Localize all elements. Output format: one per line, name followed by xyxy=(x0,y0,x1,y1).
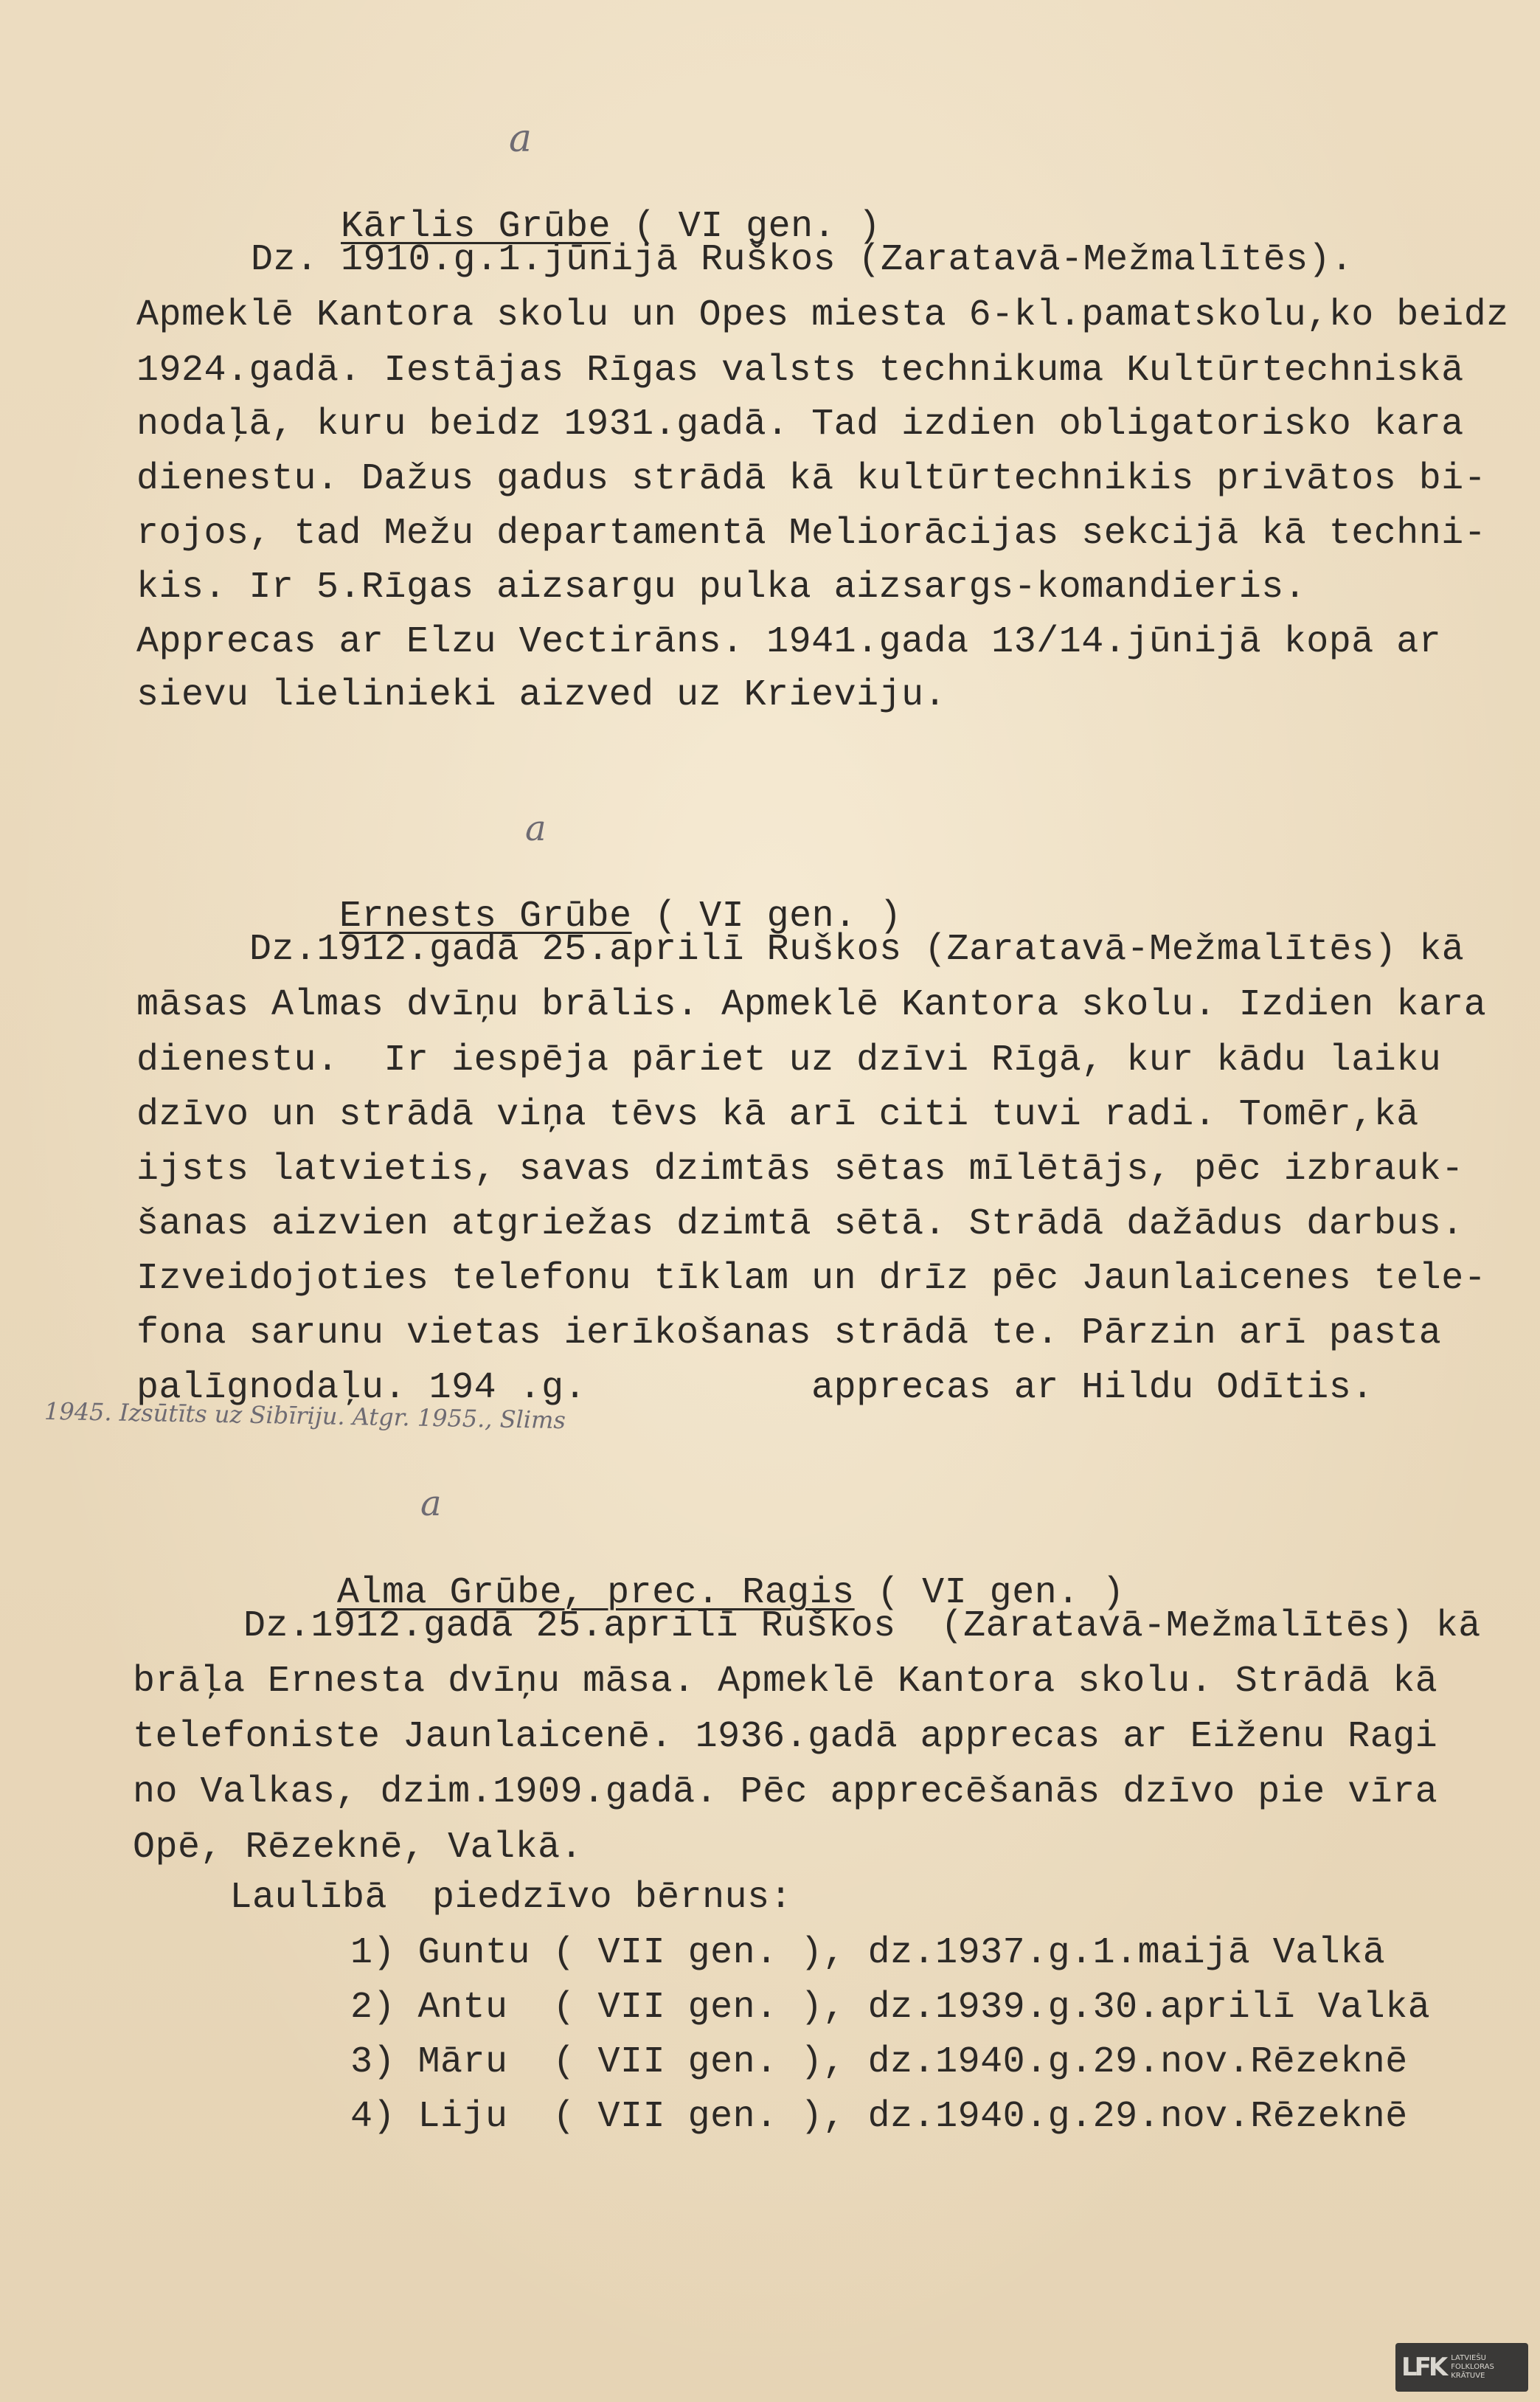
child-entry: 1) Guntu ( VII gen. ), dz.1937.g.1.maijā Valkā xyxy=(350,1932,1386,1974)
correction-mark: a xyxy=(509,117,533,161)
archive-logo xyxy=(1395,2343,1528,2392)
child-entry: 2) Antu ( VII gen. ), dz.1939.g.30.aprilī Valkā xyxy=(350,1987,1431,2029)
text-line: Dz.1912.gadā 25.aprilī Ruškos (Zaratavā-Mežmalītēs) kā xyxy=(249,929,1465,971)
text-line: Izveidojoties telefonu tīklam un drīz pēc Jaunlaicenes tele- xyxy=(136,1258,1487,1300)
correction-mark: a xyxy=(420,1483,442,1524)
generation-label: ( VI gen. ) xyxy=(854,1572,1125,1614)
person-name: Kārlis Grūbe xyxy=(341,206,611,248)
child-entry: 3) Māru ( VII gen. ), dz.1940.g.29.nov.Rēzeknē xyxy=(350,2041,1408,2083)
text-line: Apprecas ar Elzu Vectirāns. 1941.gada 13/14.jūnijā kopā ar xyxy=(136,621,1442,663)
generation-label: ( VI gen. ) xyxy=(611,206,881,248)
text-line: Dz. 1910.g.1.jūnijā Ruškos (Zaratavā-Mežmalītēs). xyxy=(251,239,1353,281)
logo-mark: LFK xyxy=(1401,2353,1446,2382)
text-line: ijsts latvietis, savas dzimtās sētas mīlētājs, pēc izbrauk- xyxy=(136,1149,1464,1191)
text-line: Apmeklē Kantora skolu un Opes miesta 6-kl.pamatskolu,ko beidz xyxy=(136,294,1509,336)
text-line: dzīvo un strādā viņa tēvs kā arī citi tuvi radi. Tomēr,kā xyxy=(136,1094,1419,1136)
text-line: brāļa Ernesta dvīņu māsa. Apmeklē Kantora skolu. Strādā kā xyxy=(133,1661,1438,1703)
text-line: fona sarunu vietas ierīkošanas strādā te. Pārzin arī pasta xyxy=(136,1312,1442,1354)
text-line: nodaļā, kuru beidz 1931.gadā. Tad izdien obligatorisko kara xyxy=(136,404,1464,446)
text-line: dienestu. Ir iespēja pāriet uz dzīvi Rīgā, kur kādu laiku xyxy=(136,1039,1442,1081)
correction-mark: a xyxy=(525,808,547,849)
text-line: māsas Almas dvīņu brālis. Apmeklē Kantora skolu. Izdien kara xyxy=(136,984,1487,1026)
logo-text: LATVIEŠU FOLKLORAS KRĀTUVE xyxy=(1451,2354,1494,2380)
text-line: dienestu. Dažus gadus strādā kā kultūrtechnikis privātos bi- xyxy=(136,458,1487,500)
text-line: kis. Ir 5.Rīgas aizsargu pulka aizsargs-komandieris. xyxy=(136,567,1307,609)
text-line: rojos, tad Mežu departamentā Meliorācijas sekcijā kā techni- xyxy=(136,513,1487,555)
text-line: Dz.1912.gadā 25.aprilī Ruškos (Zaratavā-Mežmalītēs) kā xyxy=(243,1605,1481,1647)
text-line: 1924.gadā. Iestājas Rīgas valsts technikuma Kultūrtechniskā xyxy=(136,350,1464,392)
text-line: Laulībā piedzīvo bērnus: xyxy=(162,1877,793,1919)
text-line: no Valkas, dzim.1909.gadā. Pēc apprecēšanās dzīvo pie vīra xyxy=(133,1771,1438,1813)
text-line: šanas aizvien atgriežas dzimtā sētā. Strādā dažādus darbus. xyxy=(136,1203,1464,1245)
person-name: Alma Grūbe, prec. Ragis xyxy=(337,1572,855,1614)
child-entry: 4) Liju ( VII gen. ), dz.1940.g.29.nov.Rēzeknē xyxy=(350,2096,1408,2138)
person-name: Ernests Grūbe xyxy=(339,896,632,938)
text-line: palīgnodaļu. 194 .g. apprecas ar Hildu Odītis. xyxy=(136,1367,1374,1409)
text-line: Opē, Rēzeknē, Valkā. xyxy=(133,1827,583,1869)
text-line: telefoniste Jaunlaicenē. 1936.gadā apprecas ar Eiženu Ragi xyxy=(133,1716,1438,1758)
generation-label: ( VI gen. ) xyxy=(631,896,902,938)
handwritten-note: 1945. Izsūtīts uz Sibīriju. Atgr. 1955., Slims xyxy=(44,1396,566,1435)
text-line: sievu lielinieki aizved uz Krieviju. xyxy=(136,674,947,716)
